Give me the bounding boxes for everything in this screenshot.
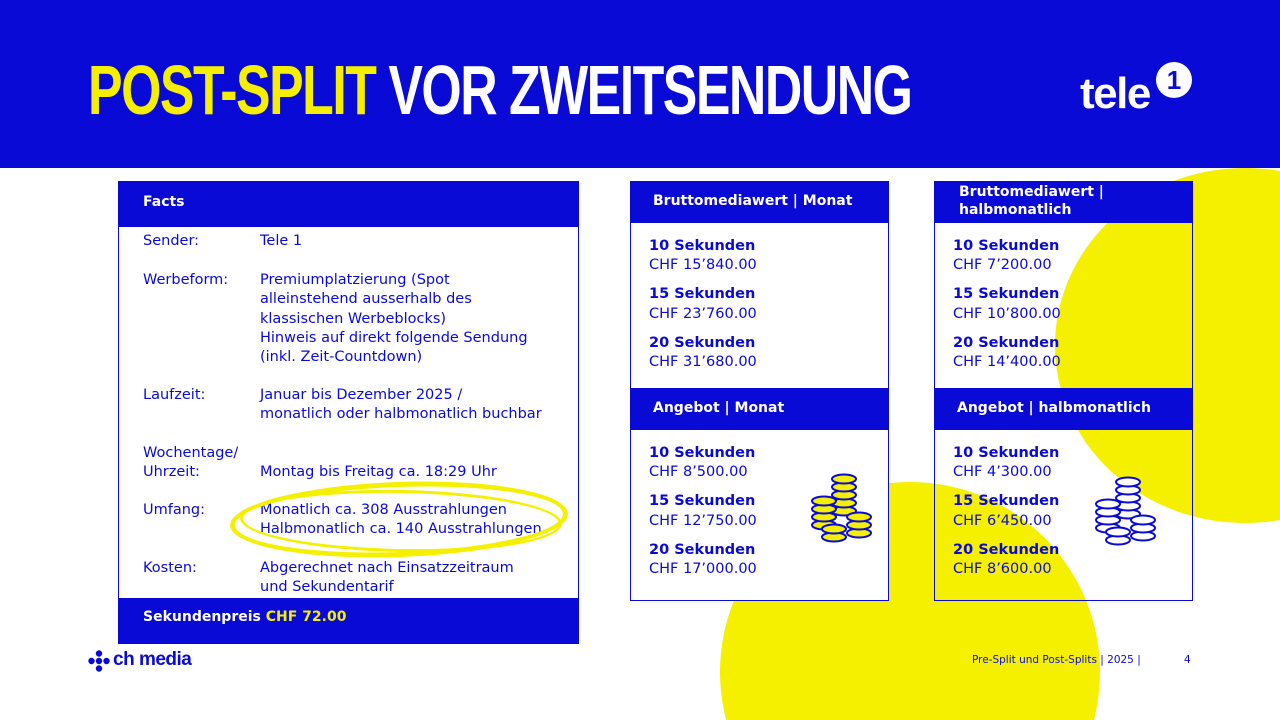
price-item-seconds: 15 Sekunden (953, 493, 1060, 510)
facts-value-line: und Sekundentarif (260, 579, 394, 596)
logo-text: tele (1080, 69, 1150, 118)
price-item-seconds: 15 Sekunden (649, 286, 756, 303)
facts-value-line: Tele 1 (260, 233, 303, 249)
price-box-header: Angebot | halbmonatlich (935, 389, 1192, 430)
facts-value (260, 463, 580, 482)
price-box-header: Angebot | Monat (631, 389, 888, 430)
price-box-header-line: Bruttomediawert | (959, 184, 1104, 200)
price-item (953, 334, 1061, 373)
facts-value (260, 559, 580, 598)
price-list (649, 444, 757, 589)
facts-label: Umfang: (143, 502, 206, 518)
price-item-price: CHF 7’200.00 (953, 257, 1052, 274)
price-item (649, 334, 757, 373)
price-item (953, 237, 1061, 276)
footer-note: Pre-Split und Post-Splits | 2025 | (972, 654, 1141, 666)
price-item-seconds: 20 Sekunden (649, 334, 756, 351)
facts-header: Facts (119, 182, 578, 227)
price-item-seconds: 20 Sekunden (953, 334, 1060, 351)
facts-value-line: klassischen Werbeblocks) (260, 310, 447, 327)
price-item (649, 444, 757, 483)
tele1-logo (1080, 62, 1196, 118)
sekundenpreis-value: CHF 72.00 (265, 609, 347, 625)
price-item-price: CHF 6’450.00 (953, 512, 1052, 529)
coin-stack-icon (811, 471, 873, 545)
price-item-price: CHF 31’680.00 (649, 353, 757, 370)
price-item-price: CHF 8’600.00 (953, 560, 1052, 577)
facts-box (118, 181, 579, 644)
price-item-seconds: 10 Sekunden (649, 238, 756, 254)
price-item-seconds: 10 Sekunden (649, 445, 756, 461)
price-list (953, 444, 1059, 589)
facts-label (143, 444, 255, 483)
price-item-seconds: 10 Sekunden (953, 445, 1060, 461)
price-item-price: CHF 15’840.00 (649, 257, 757, 274)
facts-value-line: Monatlich ca. 308 Ausstrahlungen (260, 502, 507, 518)
price-item (953, 541, 1059, 580)
facts-footer (119, 598, 578, 643)
facts-value-line: Premiumplatzierung (Spot (260, 272, 450, 288)
facts-value-line: Abgerechnet nach Einsatzzeitraum (260, 560, 514, 576)
facts-value-line: Montag bis Freitag ca. 18:29 Uhr (260, 464, 497, 481)
title-rest: VOR ZWEITSENDUNG (388, 51, 912, 129)
facts-label: Laufzeit: (143, 387, 206, 403)
price-item-price: CHF 12’750.00 (649, 512, 757, 529)
price-item-price: CHF 10’800.00 (953, 305, 1061, 322)
price-box-angebot-halbmonatlich (934, 388, 1193, 601)
title-highlight: POST-SPLIT (88, 51, 376, 129)
price-item (649, 285, 757, 324)
facts-value-line: Januar bis Dezember 2025 / (260, 387, 463, 403)
price-item-price: CHF 4’300.00 (953, 464, 1052, 481)
sekundenpreis-label: Sekundenpreis (143, 609, 261, 625)
price-item (953, 492, 1059, 531)
price-item-price: CHF 17’000.00 (649, 560, 757, 577)
chmedia-dots-icon (88, 650, 110, 672)
price-box-header: Bruttomediawert | Monat (631, 182, 888, 223)
facts-label: Sender: (143, 233, 200, 249)
facts-label-line: Uhrzeit: (143, 464, 200, 481)
price-item-seconds: 20 Sekunden (649, 541, 756, 558)
facts-value (260, 232, 580, 251)
price-item-price: CHF 23’760.00 (649, 305, 757, 322)
slide-title (88, 46, 911, 134)
price-box-brutto-halbmonatlich (934, 181, 1193, 389)
facts-value-line: alleinstehend ausserhalb des (260, 291, 472, 308)
price-item-seconds: 15 Sekunden (953, 286, 1060, 303)
coin-stack-icon (1095, 474, 1157, 548)
price-item-seconds: 15 Sekunden (649, 493, 756, 510)
facts-label-line: Wochentage/ (143, 445, 239, 461)
chmedia-wordmark: ch media (113, 649, 192, 670)
facts-label: Kosten: (143, 560, 197, 576)
price-box-brutto-monat (630, 181, 889, 389)
page-number: 4 (1184, 654, 1191, 666)
facts-value-line: monatlich oder halbmonatlich buchbar (260, 406, 542, 423)
facts-value-line: (inkl. Zeit-Countdown) (260, 349, 423, 366)
price-box-angebot-monat (630, 388, 889, 601)
price-item (953, 285, 1061, 324)
facts-value (260, 386, 580, 425)
header-band (0, 0, 1280, 168)
logo-badge-number: 1 (1166, 65, 1182, 95)
facts-value-line: Halbmonatlich ca. 140 Ausstrahlungen (260, 521, 542, 538)
price-item-seconds: 20 Sekunden (953, 541, 1060, 558)
facts-value-line: Hinweis auf direkt folgende Sendung (260, 329, 528, 346)
price-item-price: CHF 8’500.00 (649, 464, 748, 481)
facts-label: Werbeform: (143, 272, 229, 288)
price-box-header-line: halbmonatlich (959, 202, 1072, 218)
price-item (649, 237, 757, 276)
price-box-header (935, 182, 1192, 223)
price-list (649, 237, 757, 382)
price-item (649, 541, 757, 580)
price-item (953, 444, 1059, 483)
price-item-price: CHF 14’400.00 (953, 353, 1061, 370)
price-list (953, 237, 1061, 382)
price-item-seconds: 10 Sekunden (953, 238, 1060, 254)
price-item (649, 492, 757, 531)
facts-value (260, 271, 580, 367)
